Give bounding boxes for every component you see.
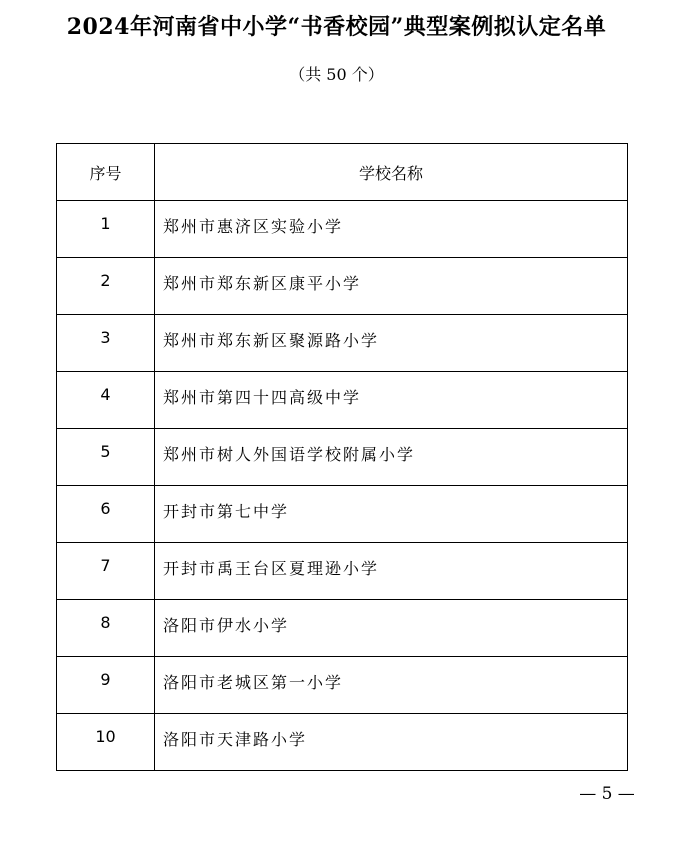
row-number: 3 (57, 315, 155, 372)
table-row (57, 258, 628, 315)
school-name: 洛阳市天津路小学 (155, 714, 628, 771)
school-name: 开封市禹王台区夏理逊小学 (155, 543, 628, 600)
school-name: 郑州市树人外国语学校附属小学 (155, 429, 628, 486)
header-number: 序号 (57, 144, 155, 201)
school-name: 郑州市第四十四高级中学 (155, 372, 628, 429)
table-row (57, 429, 628, 486)
row-number: 5 (57, 429, 155, 486)
table-row (57, 657, 628, 714)
table-row (57, 543, 628, 600)
table-row (57, 372, 628, 429)
school-name: 开封市第七中学 (155, 486, 628, 543)
school-name: 洛阳市老城区第一小学 (155, 657, 628, 714)
school-list-table (56, 143, 628, 771)
row-number: 6 (57, 486, 155, 543)
row-number: 1 (57, 201, 155, 258)
school-name: 郑州市郑东新区康平小学 (155, 258, 628, 315)
table-row (57, 600, 628, 657)
table-row (57, 714, 628, 771)
document-title: 2024年河南省中小学“书香校园”典型案例拟认定名单 (66, 14, 607, 40)
document-subtitle: （共 50 个） (289, 65, 384, 84)
school-name: 洛阳市伊水小学 (155, 600, 628, 657)
row-number: 7 (57, 543, 155, 600)
page-number: — 5 — (579, 784, 635, 804)
table-row (57, 486, 628, 543)
header-school-name: 学校名称 (155, 144, 628, 201)
row-number: 9 (57, 657, 155, 714)
row-number: 4 (57, 372, 155, 429)
table-row (57, 315, 628, 372)
row-number: 2 (57, 258, 155, 315)
school-name: 郑州市郑东新区聚源路小学 (155, 315, 628, 372)
table-row (57, 201, 628, 258)
table-header-row (57, 144, 628, 201)
row-number: 10 (57, 714, 155, 771)
row-number: 8 (57, 600, 155, 657)
school-name: 郑州市惠济区实验小学 (155, 201, 628, 258)
